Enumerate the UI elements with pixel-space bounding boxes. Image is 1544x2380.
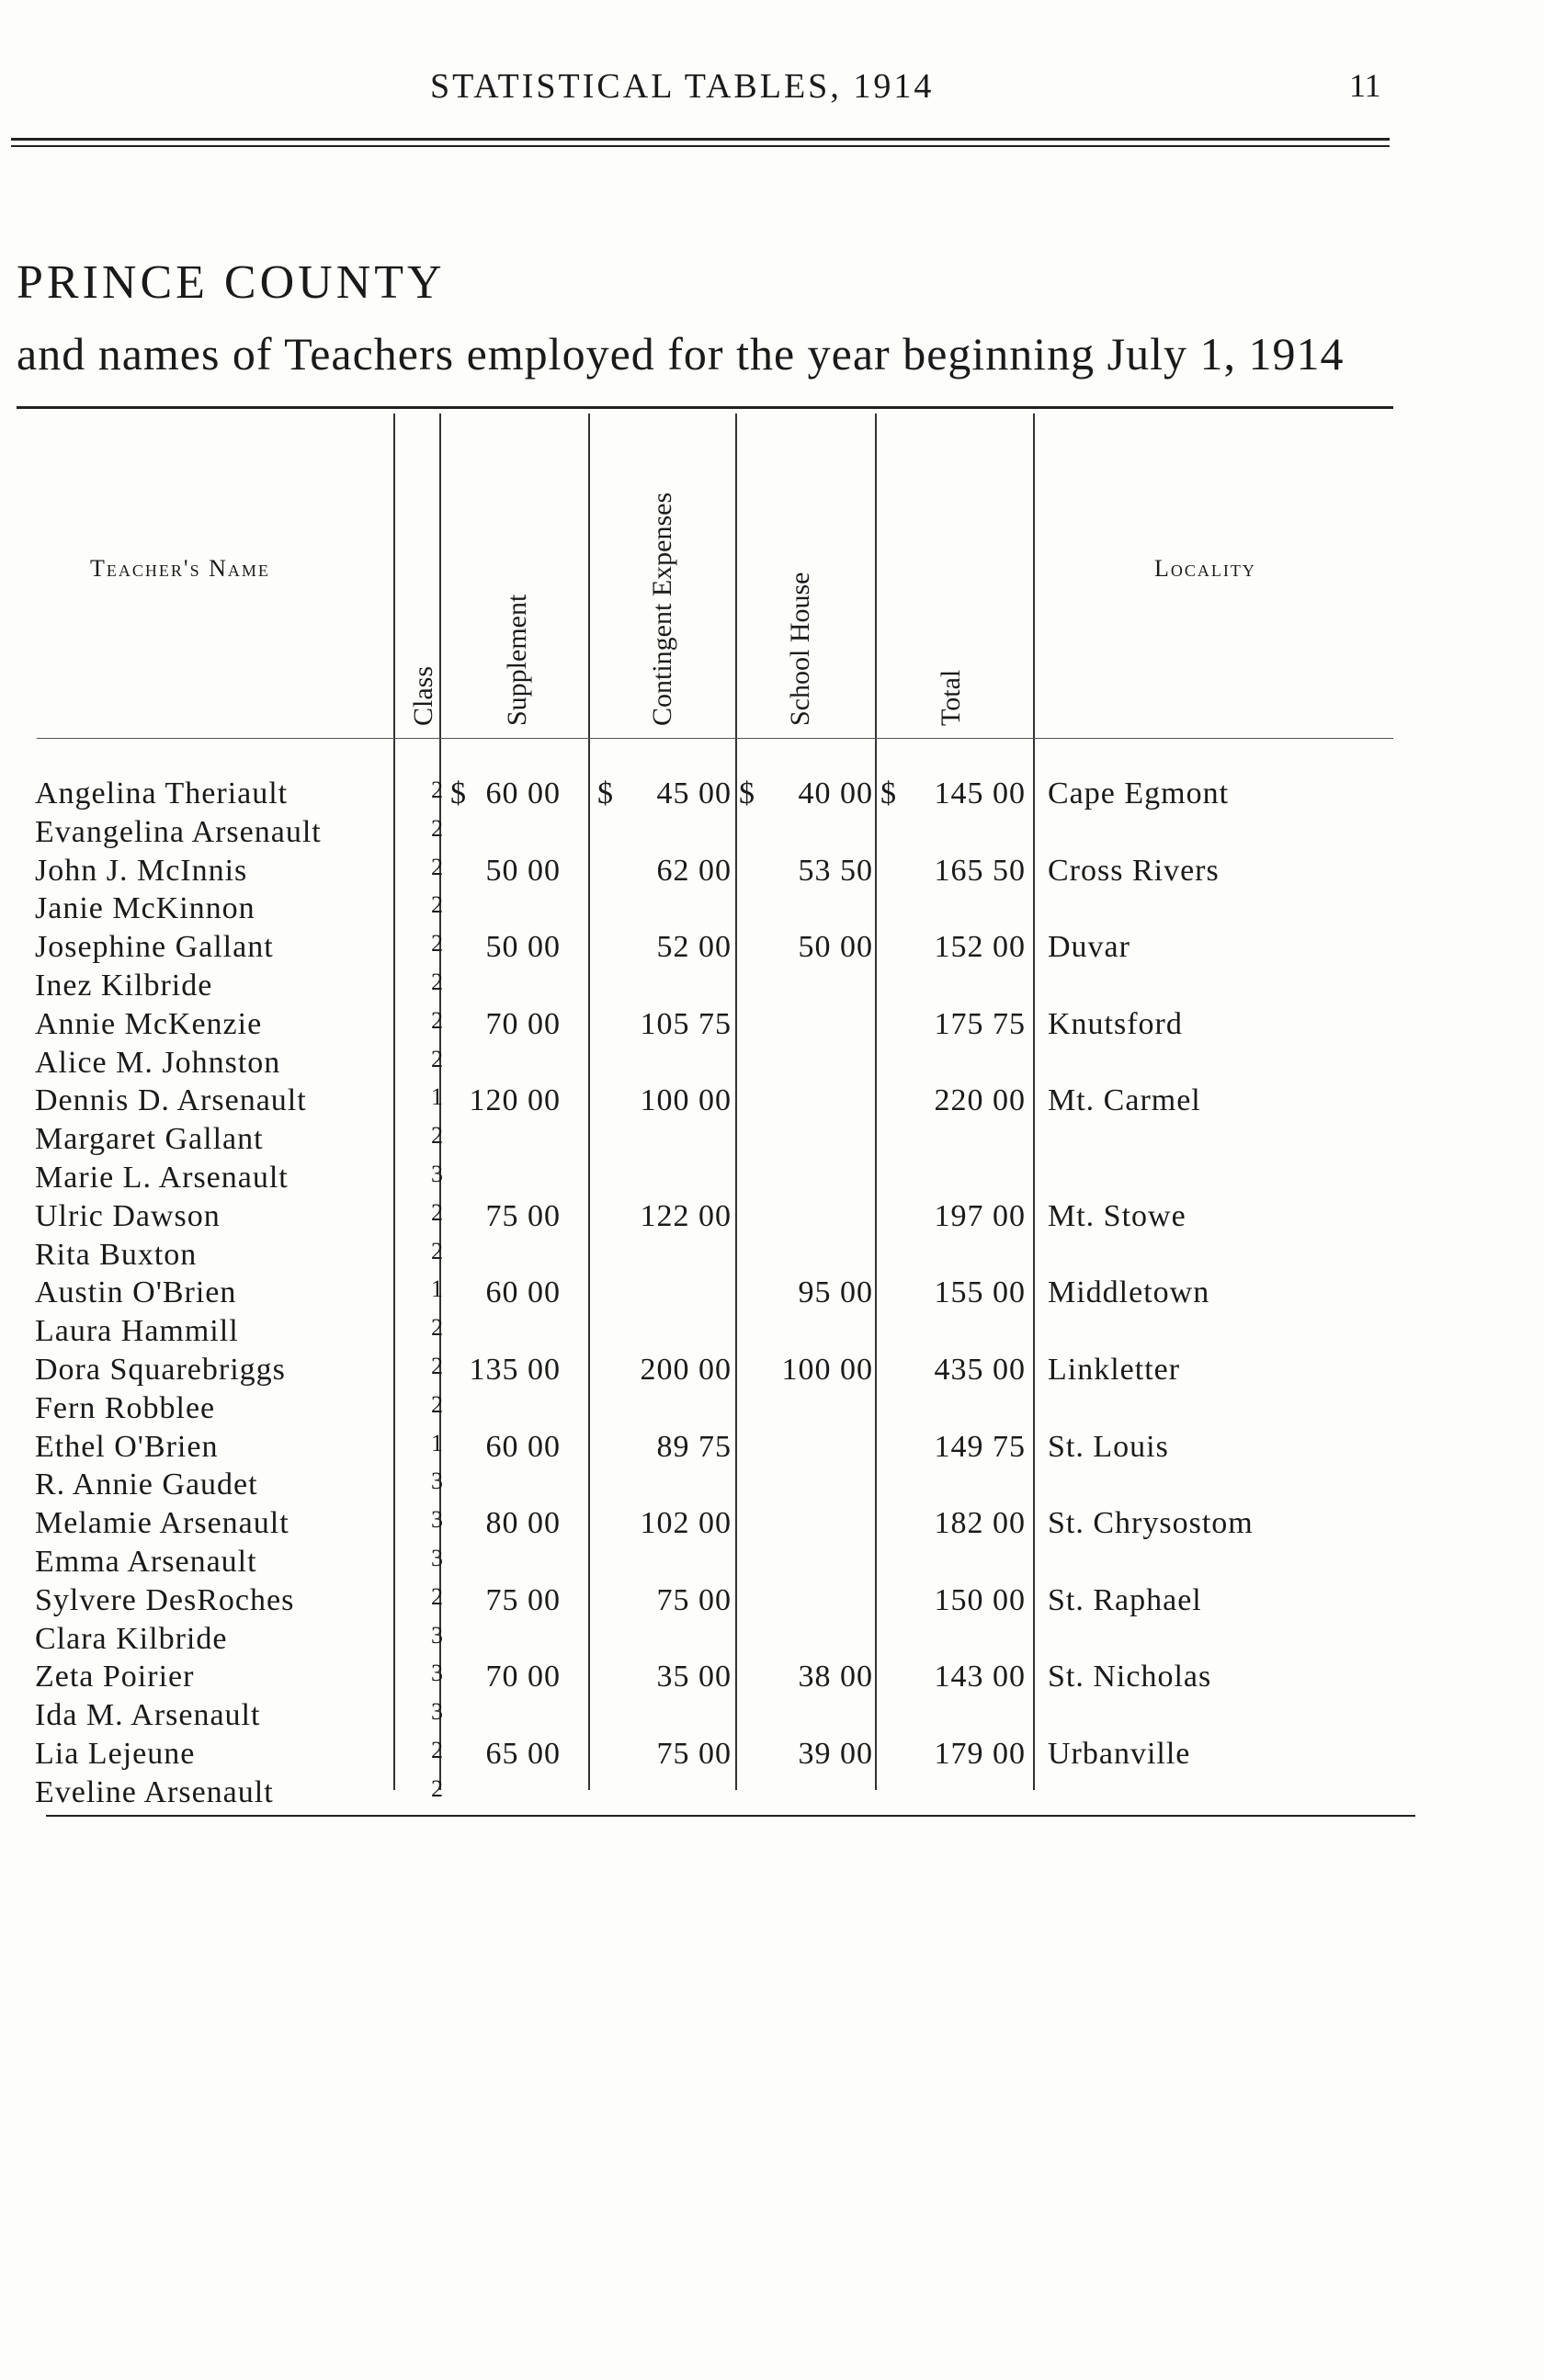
table-row xyxy=(0,1660,1544,1698)
contingent-cell: 75 00 xyxy=(656,1737,732,1771)
total-cell: 435 00 xyxy=(934,1353,1026,1387)
teacher-name-cell: Clara Kilbride xyxy=(35,1621,228,1656)
supplement-cell: 65 00 xyxy=(485,1737,561,1771)
teacher-name-cell: Alice M. Johnston xyxy=(35,1045,281,1080)
locality-cell: St. Nicholas xyxy=(1048,1660,1212,1694)
page-subtitle: and names of Teachers employed for the year beginning July 1, 1914 xyxy=(17,328,1345,380)
teacher-name-cell: Janie McKinnon xyxy=(35,891,255,926)
teacher-name-cell: Inez Kilbride xyxy=(35,969,213,1003)
class-cell: 3 xyxy=(431,1660,443,1687)
table-row xyxy=(0,1314,1544,1353)
supplement-cell: 75 00 xyxy=(485,1582,561,1617)
contingent-cell: 35 00 xyxy=(656,1660,732,1694)
total-cell: 152 00 xyxy=(934,930,1026,965)
table-row xyxy=(0,815,1544,854)
class-cell: 2 xyxy=(431,969,443,995)
header-rule-bottom xyxy=(11,145,1390,147)
supplement-cell: 60 00 xyxy=(485,776,561,810)
supplement-cell: 75 00 xyxy=(485,1198,561,1233)
teacher-name-cell: Dora Squarebriggs xyxy=(35,1353,286,1387)
total-cell: 143 00 xyxy=(934,1660,1026,1694)
total-cell: 220 00 xyxy=(934,1083,1026,1118)
locality-cell: Duvar xyxy=(1048,930,1130,965)
class-cell: 3 xyxy=(431,1545,443,1571)
total-cell: 165 50 xyxy=(934,853,1026,888)
table-row xyxy=(0,1046,1544,1084)
class-cell: 1 xyxy=(431,1083,443,1111)
total-cell: 179 00 xyxy=(934,1737,1026,1771)
teacher-name-cell: Eveline Arsenault xyxy=(35,1774,274,1809)
teacher-name-cell: Dennis D. Arsenault xyxy=(35,1083,307,1118)
class-cell: 3 xyxy=(431,1161,443,1187)
supplement-cell: 60 00 xyxy=(485,1429,561,1464)
supplement-cell: 50 00 xyxy=(485,853,561,888)
page-number: 11 xyxy=(1349,67,1381,104)
school-house-cell: 100 00 xyxy=(781,1353,873,1387)
teacher-name-cell: R. Annie Gaudet xyxy=(35,1468,258,1502)
class-cell: 3 xyxy=(431,1468,443,1495)
teacher-name-cell: Melamie Arsenault xyxy=(35,1506,290,1541)
class-cell: 1 xyxy=(431,1275,443,1303)
locality-cell: Cape Egmont xyxy=(1048,776,1230,810)
table-row xyxy=(0,1199,1544,1238)
teacher-name-cell: Emma Arsenault xyxy=(35,1545,257,1579)
table-row xyxy=(0,1083,1544,1122)
school-house-cell: 40 00 xyxy=(798,776,873,810)
header-rule-top xyxy=(11,138,1390,141)
locality-cell: St. Louis xyxy=(1048,1429,1169,1464)
supplement-cell: 70 00 xyxy=(485,1660,561,1694)
class-cell: 1 xyxy=(431,1429,443,1456)
locality-cell: Cross Rivers xyxy=(1048,853,1220,888)
total-cell: 175 75 xyxy=(934,1006,1026,1041)
total-cell: 150 00 xyxy=(934,1582,1026,1617)
class-cell: 2 xyxy=(431,1237,443,1264)
locality-cell: St. Chrysostom xyxy=(1048,1506,1254,1541)
table-row xyxy=(0,1698,1544,1737)
teacher-name-cell: Ida M. Arsenault xyxy=(35,1698,261,1733)
class-cell: 2 xyxy=(431,1737,443,1763)
contingent-cell: 62 00 xyxy=(656,853,732,888)
locality-cell: Middletown xyxy=(1048,1275,1210,1310)
total-cell: 197 00 xyxy=(934,1198,1026,1233)
class-cell: 2 xyxy=(431,1774,443,1802)
teacher-name-cell: Margaret Gallant xyxy=(35,1122,264,1157)
contingent-cell: 52 00 xyxy=(656,930,732,965)
table-row xyxy=(0,1122,1544,1161)
table-row xyxy=(0,1468,1544,1506)
supplement-cell: 80 00 xyxy=(485,1506,561,1541)
column-header-locality: Locality xyxy=(1154,555,1256,582)
table-row xyxy=(0,1391,1544,1430)
class-cell: 2 xyxy=(431,776,443,803)
table-row xyxy=(0,1238,1544,1276)
supplement-cell: 50 00 xyxy=(485,930,561,965)
running-head xyxy=(0,66,1544,121)
column-header-total: Total xyxy=(936,669,966,726)
supplement-cell: 135 00 xyxy=(469,1353,561,1387)
teacher-name-cell: Ulric Dawson xyxy=(35,1198,221,1233)
class-cell: 2 xyxy=(431,930,443,958)
dollar-sign: $ xyxy=(739,776,755,810)
locality-cell: Mt. Carmel xyxy=(1048,1083,1201,1118)
locality-cell: Urbanville xyxy=(1048,1737,1191,1771)
school-house-cell: 39 00 xyxy=(798,1737,873,1771)
class-cell: 2 xyxy=(431,814,443,842)
dollar-sign: $ xyxy=(880,776,896,810)
contingent-cell: 105 75 xyxy=(640,1006,732,1041)
teacher-name-cell: Zeta Poirier xyxy=(35,1660,195,1694)
school-house-cell: 95 00 xyxy=(798,1275,873,1310)
teacher-name-cell: Austin O'Brien xyxy=(35,1275,237,1310)
class-cell: 2 xyxy=(431,1390,443,1418)
locality-cell: Knutsford xyxy=(1048,1006,1183,1041)
supplement-cell: 120 00 xyxy=(469,1083,561,1118)
table-row xyxy=(0,891,1544,930)
total-cell: 149 75 xyxy=(934,1429,1026,1464)
dollar-sign: $ xyxy=(450,776,466,810)
teacher-name-cell: Fern Robblee xyxy=(35,1390,216,1425)
contingent-cell: 100 00 xyxy=(640,1083,732,1118)
teacher-name-cell: Evangelina Arsenault xyxy=(35,814,322,849)
table-top-rule xyxy=(17,406,1393,409)
table-row xyxy=(0,969,1544,1007)
total-cell: 145 00 xyxy=(934,776,1026,810)
locality-cell: St. Raphael xyxy=(1048,1582,1202,1617)
class-cell: 2 xyxy=(431,1582,443,1610)
supplement-cell: 70 00 xyxy=(485,1006,561,1041)
table-row xyxy=(0,1583,1544,1622)
table-bottom-rule xyxy=(46,1815,1415,1817)
teacher-name-cell: Laura Hammill xyxy=(35,1314,239,1349)
total-cell: 155 00 xyxy=(934,1275,1026,1310)
contingent-cell: 122 00 xyxy=(640,1198,732,1233)
class-cell: 2 xyxy=(431,1314,443,1342)
column-header-teacher-name: Teacher's Name xyxy=(90,555,270,582)
table-row xyxy=(0,930,1544,969)
table-row xyxy=(0,1007,1544,1046)
school-house-cell: 38 00 xyxy=(798,1660,873,1694)
column-header-school-house: School House xyxy=(785,572,815,726)
table-row xyxy=(0,776,1544,815)
teacher-name-cell: Ethel O'Brien xyxy=(35,1429,219,1464)
page-title: PRINCE COUNTY xyxy=(17,256,446,309)
contingent-cell: 89 75 xyxy=(656,1429,732,1464)
teacher-name-cell: Angelina Theriault xyxy=(35,776,289,810)
locality-cell: Linkletter xyxy=(1048,1353,1181,1387)
class-cell: 2 xyxy=(431,1045,443,1072)
teacher-name-cell: Marie L. Arsenault xyxy=(35,1161,289,1195)
class-cell: 2 xyxy=(431,853,443,880)
class-cell: 3 xyxy=(431,1698,443,1726)
locality-cell: Mt. Stowe xyxy=(1048,1198,1186,1233)
table-row xyxy=(0,1545,1544,1583)
class-cell: 2 xyxy=(431,1353,443,1379)
school-house-cell: 53 50 xyxy=(798,853,873,888)
column-header-supplement: Supplement xyxy=(502,594,532,726)
school-house-cell: 50 00 xyxy=(798,930,873,965)
contingent-cell: 75 00 xyxy=(656,1582,732,1617)
table-row xyxy=(0,1353,1544,1391)
running-head-title: STATISTICAL TABLES, 1914 xyxy=(430,67,935,106)
table-row xyxy=(0,1775,1544,1814)
class-cell: 2 xyxy=(431,1122,443,1150)
teacher-name-cell: John J. McInnis xyxy=(35,853,248,888)
contingent-cell: 45 00 xyxy=(656,776,732,810)
teacher-name-cell: Lia Lejeune xyxy=(35,1737,196,1771)
class-cell: 2 xyxy=(431,1198,443,1226)
table-row xyxy=(0,1737,1544,1775)
supplement-cell: 60 00 xyxy=(485,1275,561,1310)
table-row xyxy=(0,1622,1544,1660)
header-bottom-rule xyxy=(37,738,1393,739)
class-cell: 3 xyxy=(431,1621,443,1649)
dollar-sign: $ xyxy=(597,776,613,810)
class-cell: 2 xyxy=(431,891,443,919)
table-row xyxy=(0,1430,1544,1468)
class-cell: 3 xyxy=(431,1506,443,1534)
contingent-cell: 102 00 xyxy=(640,1506,732,1541)
teacher-name-cell: Rita Buxton xyxy=(35,1237,198,1272)
class-cell: 2 xyxy=(431,1006,443,1034)
column-header-class: Class xyxy=(408,665,438,726)
teacher-name-cell: Josephine Gallant xyxy=(35,930,274,965)
teacher-name-cell: Sylvere DesRoches xyxy=(35,1582,295,1617)
table-row xyxy=(0,1161,1544,1199)
column-header-contingent-expenses: Contingent Expenses xyxy=(647,492,677,726)
table-row xyxy=(0,1506,1544,1545)
table-row xyxy=(0,1275,1544,1314)
table-row xyxy=(0,854,1544,892)
total-cell: 182 00 xyxy=(934,1506,1026,1541)
teacher-name-cell: Annie McKenzie xyxy=(35,1006,263,1041)
contingent-cell: 200 00 xyxy=(640,1353,732,1387)
